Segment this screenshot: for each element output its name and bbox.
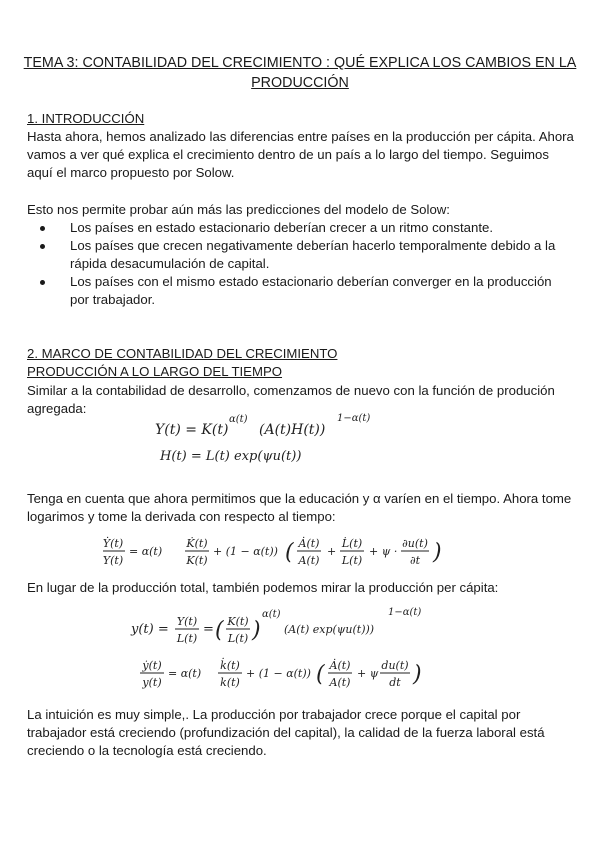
eq-numerator: ẏ(t) — [142, 659, 162, 672]
eq-term: + ψ — [357, 667, 379, 680]
eq-numerator: K̇(t) — [186, 537, 208, 550]
paren-right: ) — [433, 540, 442, 565]
eq-numerator: ∂u(t) — [402, 537, 428, 550]
eq-term: + — [327, 545, 337, 558]
production-function-paragraph: Similar a la contabilidad de desarrollo, comenzamos de nuevo con la función de produción agregada: — [27, 383, 555, 416]
paren-right: ) — [413, 662, 422, 687]
eq-term: (A(t)H(t)) — [259, 422, 326, 438]
eq-denominator: L(t) — [176, 632, 198, 645]
paren-left: ( — [285, 540, 294, 565]
predictions-list — [27, 219, 567, 309]
list-item: Los países que crecen negativamente deberían hacerlo temporalmente debido a la rápida desacumulación de capital. — [27, 237, 567, 273]
subheading-produccion: PRODUCCIÓN A LO LARGO DEL TIEMPO — [27, 364, 283, 379]
bullet-icon — [40, 226, 45, 231]
eq-term: = — [203, 622, 214, 637]
eq-exponent: 1−α(t) — [337, 413, 371, 424]
paren-left: ( — [316, 662, 325, 687]
eq-term: H(t) = L(t) exp(ψu(t)) — [160, 449, 302, 464]
bullet-icon — [40, 280, 45, 285]
eq-numerator: du(t) — [381, 659, 409, 672]
eq-term: y(t) = — [131, 622, 169, 637]
section-heading-marco: 2. MARCO DE CONTABILIDAD DEL CRECIMIENTO — [27, 346, 338, 361]
intuition-paragraph: La intuición es muy simple,. La producción por trabajador crece porque el capital por trabajador está creciendo (profundización del capital), la calidad de la fuerza laboral está creciendo o la tecnología está creciendo. — [27, 707, 545, 758]
eq-denominator: ∂t — [409, 554, 421, 567]
eq-numerator: k̇(t) — [220, 659, 240, 672]
paren-left: ( — [215, 618, 224, 643]
predictions-paragraph: Esto nos permite probar aún más las predicciones del modelo de Solow: — [27, 202, 450, 217]
eq-term: + ψ · — [369, 545, 398, 558]
eq-term: = α(t) — [129, 545, 163, 558]
paren-right: ) — [252, 618, 261, 643]
eq-denominator: L(t) — [227, 632, 249, 645]
equation-per-capita-production — [131, 607, 422, 647]
eq-denominator: L(t) — [341, 554, 363, 567]
eq-term: = α(t) — [168, 667, 202, 680]
equation-production-function — [155, 412, 375, 442]
eq-denominator: k(t) — [220, 676, 240, 689]
eq-numerator: Ȧ(t) — [329, 659, 351, 672]
eq-exponent: 1−α(t) — [388, 607, 422, 618]
eq-denominator: A(t) — [298, 554, 320, 567]
equation-growth-accounting — [103, 533, 448, 571]
section-heading-introduccion: 1. INTRODUCCIÓN — [27, 111, 145, 126]
eq-term: + (1 − α(t)) — [246, 667, 311, 680]
eq-numerator: Ȧ(t) — [298, 537, 320, 550]
eq-numerator: Y(t) — [176, 615, 198, 628]
intro-paragraph: Hasta ahora, hemos analizado las diferencias entre países en la producción per cápita. Ahora vamos a ver qué explica el crecimiento dentro de un país a lo largo del tiempo. Seguimos aquí el marco propuesto por Solow. — [27, 129, 574, 180]
bullet-icon — [40, 244, 45, 249]
eq-denominator: Y(t) — [102, 554, 124, 567]
equation-human-capital — [160, 444, 320, 468]
eq-term: + (1 − α(t)) — [213, 545, 278, 558]
eq-denominator: dt — [389, 676, 401, 689]
eq-exponent: α(t) — [262, 609, 281, 620]
eq-term: Y(t) = K(t) — [155, 422, 229, 438]
eq-numerator: L̇(t) — [341, 537, 363, 550]
eq-term: (A(t) exp(ψu(t))) — [284, 623, 375, 636]
eq-numerator: Ẏ(t) — [102, 537, 124, 550]
equation-per-capita-growth — [140, 655, 422, 693]
per-capita-paragraph: En lugar de la producción total, también podemos mirar la producción per cápita: — [27, 580, 499, 595]
document-title: TEMA 3: CONTABILIDAD DEL CRECIMIENTO : QUÉ EXPLICA LOS CAMBIOS EN LA PRODUCCIÓN — [23, 55, 577, 91]
eq-exponent: α(t) — [229, 414, 248, 425]
eq-denominator: A(t) — [329, 676, 351, 689]
list-item: Los países con el mismo estado estacionario deberían converger en la producción por trabajador. — [27, 273, 567, 309]
list-item: Los países en estado estacionario deberían crecer a un ritmo constante. — [27, 219, 567, 237]
log-derivative-paragraph: Tenga en cuenta que ahora permitimos que la educación y α varíen en el tiempo. Ahora tome logarimos y tome la derivada con respecto al tiempo: — [27, 491, 572, 524]
eq-numerator: K(t) — [227, 615, 249, 628]
eq-denominator: y(t) — [142, 676, 162, 689]
eq-denominator: K(t) — [186, 554, 208, 567]
